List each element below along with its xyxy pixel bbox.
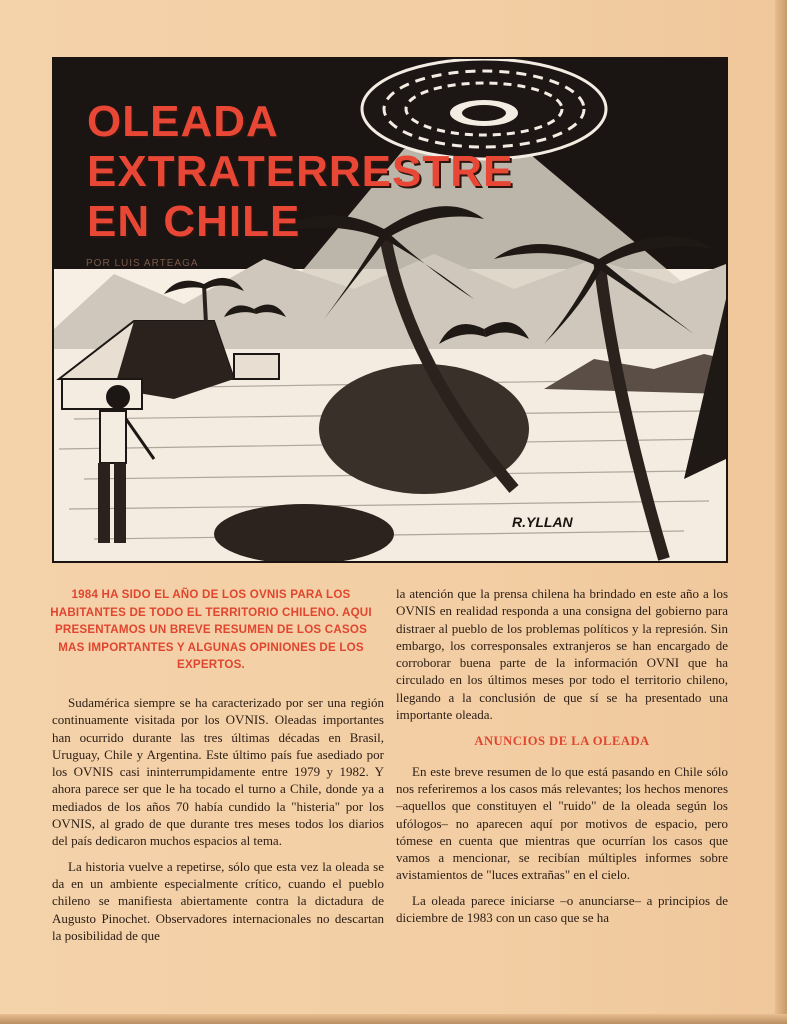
page-edge-right <box>775 0 787 1024</box>
title-line-1: OLEADA <box>87 97 279 146</box>
right-paragraph-intro: la atención que la prensa chilena ha brindado en este año a los OVNIS en realidad responda a una consigna del gobierno para distraer al pueblo de los problemas políticos y la represión. Sin embargo, los corresponsales extranjeros se han encargado de corroborar buena parte de la información OVNI que ha circulado en los últimos meses por todo el territorio chileno, llegando a la conclusión de que sí se ha presentado una importante oleada. <box>396 586 728 723</box>
left-column <box>52 694 384 952</box>
right-paragraph-1: En este breve resumen de lo que está pasando en Chile sólo nos referiremos a los casos más relevantes; los hechos menores –aquellos que constituyen el "ruido" de la oleada según los ufólogos– no aparecen aquí por motivos de espacio, pero tómese en cuenta que mientras que ocurrían los casos que vamos a mencionar, se recibían múltiples informes sobre avistamientos de "luces extrañas" en el cielo. <box>396 763 728 883</box>
palm-trunk-small <box>204 284 206 324</box>
title-line-3: EN CHILE <box>87 197 301 246</box>
left-paragraph-2: La historia vuelve a repetirse, sólo que esta vez la oleada se da en un ambiente especialmente crítico, cuando el pueblo chileno se manifiesta abiertamente contra la dictadura de Augusto Pinochet. Observadores internacionales no descartan la posibilidad de que <box>52 858 384 943</box>
left-paragraph-1: Sudamérica siempre se ha caracterizado por ser una región continuamente visitada por los OVNIS. Oleadas importantes han ocurrido durante las tres últimas décadas en Brasil, Uruguay, Chile y Argentina. Este último país fue asediado por los OVNIS casi ininterrumpidamente entre 1979 y 1982. Y ahora parece ser que le ha tocado el turno a Chile, donde ya a mediados de los años 70 había cundido la "histeria" por los OVNIS, al grado de que durante tres meses todos los diarios del país dedicaron muchos espacios al tema. <box>52 695 384 849</box>
ufo-illustration <box>52 57 728 563</box>
page-edge-bottom <box>0 1014 787 1024</box>
illustrator-signature: R.YLLAN <box>512 514 573 530</box>
title-line-2: EXTRATERRESTRE <box>87 147 514 196</box>
right-column <box>396 585 728 934</box>
section-heading: ANUNCIOS DE LA OLEADA <box>474 734 650 749</box>
article-title <box>87 97 513 247</box>
byline: POR LUIS ARTEAGA <box>86 258 199 269</box>
right-paragraph-2: La oleada parece iniciarse –o anunciarse– a principios de diciembre de 1983 con un caso que se ha <box>396 892 728 926</box>
lede-paragraph: 1984 HA SIDO EL AÑO DE LOS OVNIS PARA LOS HABITANTES DE TODO EL TERRITORIO CHILENO. AQUI PRESENTAMOS UN BREVE RESUMEN DE LOS CASOS MAS IMPORTANTES Y ALGUNAS OPINIONES DE LOS EXPERTOS. <box>50 588 372 671</box>
